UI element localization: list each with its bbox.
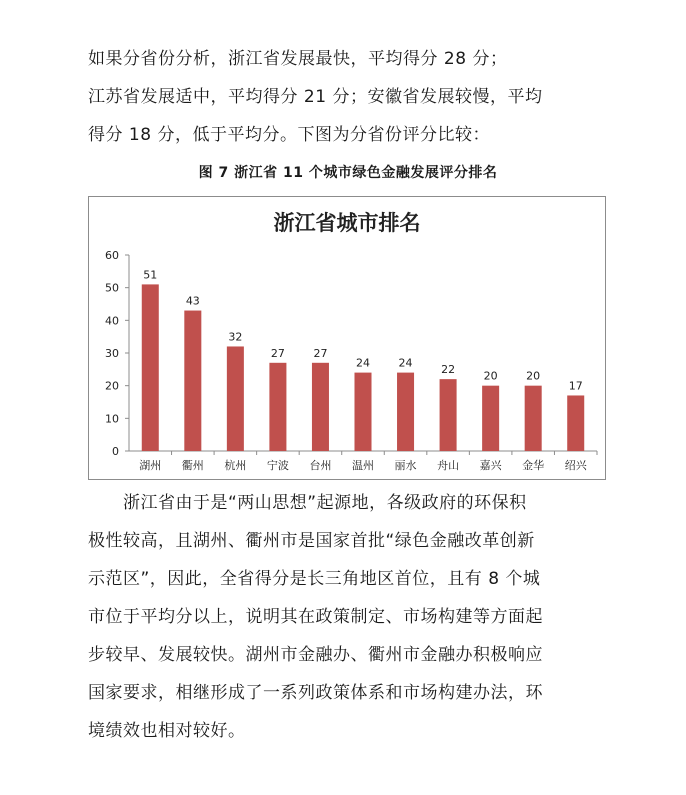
y-tick-label: 50	[105, 281, 119, 295]
category-label: 绍兴	[564, 459, 587, 472]
paragraph-line: 得分 18 分，低于平均分。下图为分省份评分比较：	[88, 125, 490, 145]
bar	[354, 373, 371, 451]
bar	[312, 363, 329, 451]
category-label: 丽水	[394, 459, 417, 472]
bar	[482, 386, 499, 451]
y-tick-label: 20	[105, 379, 119, 393]
bar	[440, 379, 457, 451]
paragraph-line: 示范区”，因此，全省得分是长三角地区首位，且有 8 个城	[88, 569, 541, 589]
category-label: 台州	[309, 459, 332, 472]
data-label: 17	[568, 379, 583, 393]
bar	[227, 346, 244, 451]
bar	[269, 363, 286, 451]
y-tick-label: 60	[105, 249, 119, 262]
data-label: 20	[483, 369, 498, 383]
category-label: 宁波	[266, 459, 289, 472]
paragraph-line: 极性较高，且湖州、衢州市是国家首批“绿色金融改革创新	[88, 531, 535, 551]
y-tick-label: 30	[105, 347, 119, 360]
category-label: 湖州	[139, 459, 162, 472]
data-label: 24	[356, 356, 370, 370]
y-tick-label: 40	[105, 314, 119, 328]
y-tick-label: 0	[112, 445, 119, 458]
data-label: 27	[270, 346, 285, 360]
category-label: 金华	[522, 459, 545, 472]
paragraph-line: 浙江省由于是“两山思想”起源地，各级政府的环保积	[88, 493, 527, 513]
bar	[567, 395, 584, 451]
intro-paragraph	[88, 40, 608, 154]
bar	[142, 284, 159, 451]
paragraph-line: 国家要求，相继形成了一系列政策体系和市场构建办法，环	[88, 683, 543, 703]
data-label: 20	[526, 369, 541, 383]
data-label: 43	[185, 294, 200, 308]
data-label: 27	[313, 346, 328, 360]
data-label: 22	[441, 363, 456, 377]
data-label: 32	[228, 330, 243, 344]
bar	[184, 311, 201, 451]
data-label: 51	[143, 268, 158, 282]
bar	[397, 373, 414, 451]
category-label: 杭州	[224, 459, 247, 472]
paragraph-line: 如果分省份分析，浙江省发展最快，平均得分 28 分；	[88, 49, 508, 69]
paragraph-line: 江苏省发展适中，平均得分 21 分；安徽省发展较慢，平均	[88, 87, 543, 107]
category-label: 嘉兴	[479, 459, 502, 472]
chart-frame	[88, 196, 606, 480]
category-label: 衢州	[181, 459, 204, 472]
bar-chart	[89, 197, 605, 479]
analysis-paragraph	[88, 484, 608, 750]
category-label: 舟山	[437, 459, 460, 472]
chart-title: 浙江省城市排名	[273, 211, 421, 235]
figure-caption: 图 7 浙江省 11 个城市绿色金融发展评分排名	[198, 165, 498, 181]
data-label: 24	[398, 356, 413, 370]
paragraph-line: 市位于平均分以上，说明其在政策制定、市场构建等方面起	[88, 607, 543, 627]
bar	[525, 386, 542, 451]
category-label: 温州	[352, 459, 374, 472]
paragraph-line: 境绩效也相对较好。	[88, 721, 246, 741]
paragraph-line: 步较早、发展较快。湖州市金融办、衢州市金融办积极响应	[88, 645, 543, 665]
y-tick-label: 10	[105, 412, 119, 426]
